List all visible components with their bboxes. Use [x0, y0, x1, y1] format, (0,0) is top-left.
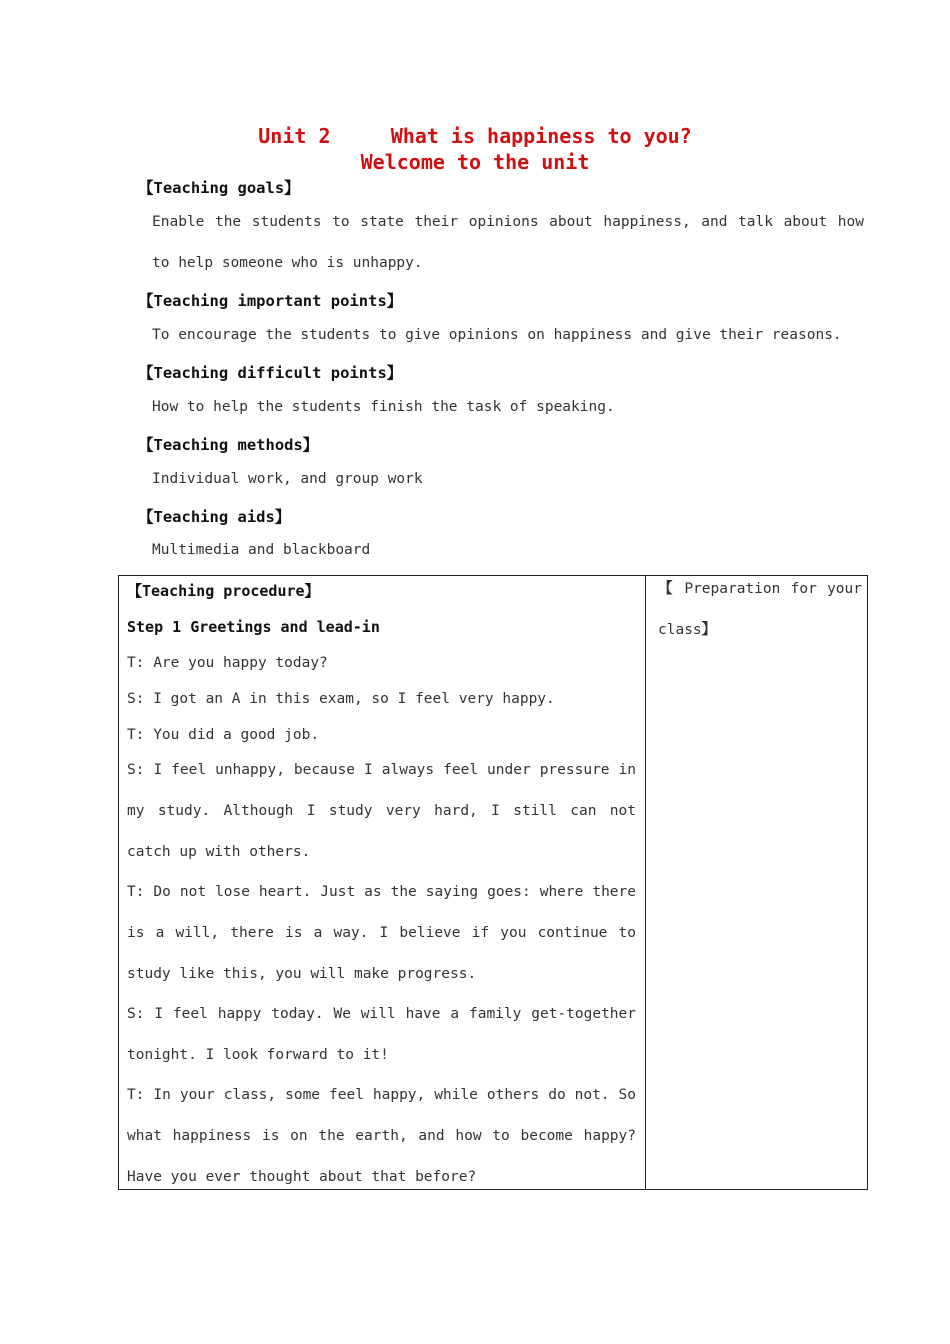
preparation-label: Preparation for your class: [658, 581, 863, 638]
dialogue-line: S: I feel happy today. We will have a family get-together tonight. I look forward to it!: [127, 1006, 636, 1063]
section-heading-methods: 【Teaching methods】: [138, 436, 319, 454]
unit-subtitle: Welcome to the unit: [360, 150, 590, 174]
section-heading-important-points: 【Teaching important points】: [138, 292, 403, 310]
dialogue-line: S: I feel unhappy, because I always feel under pressure in my study. Although I study very hard, I still can not catch up with others.: [127, 762, 636, 860]
table-column-divider: [645, 576, 646, 1189]
dialogue-line: T: In your class, some feel happy, while others do not. So what happiness is on the earth, and how to become happy? Have you ever thought about that before?: [127, 1087, 636, 1185]
section-text-important-points: To encourage the students to give opinions on happiness and give their reasons.: [152, 327, 842, 343]
step-heading: Step 1 Greetings and lead-in: [127, 618, 380, 636]
preparation-column: [658, 576, 862, 651]
section-text-difficult-points: How to help the students finish the task of speaking.: [152, 399, 615, 415]
section-text-aids: Multimedia and blackboard: [152, 542, 371, 558]
dialogue-line: T: You did a good job.: [127, 727, 320, 743]
unit-title: Unit 2 What is happiness to you?: [258, 124, 692, 148]
dialogue-line: T: Do not lose heart. Just as the saying goes: where there is a will, there is a way. I believe if you continue to study like this, you will make progress.: [127, 884, 636, 982]
section-heading-aids: 【Teaching aids】: [138, 508, 291, 526]
dialogue-line: S: I got an A in this exam, so I feel very happy.: [127, 691, 555, 707]
procedure-column: [127, 576, 636, 1203]
dialogue-line: T: Are you happy today?: [127, 655, 328, 671]
section-heading-difficult-points: 【Teaching difficult points】: [138, 364, 403, 382]
preparation-note: [658, 569, 862, 651]
procedure-table: [118, 575, 868, 1190]
section-text-goals: Enable the students to state their opinions about happiness, and talk about how to help someone who is unhappy.: [152, 214, 864, 271]
bracket-open: 【: [658, 581, 675, 597]
procedure-heading: 【Teaching procedure】: [127, 582, 320, 600]
section-heading-goals: 【Teaching goals】: [138, 179, 300, 197]
section-text-methods: Individual work, and group work: [152, 471, 423, 487]
bracket-close: 】: [701, 622, 717, 638]
